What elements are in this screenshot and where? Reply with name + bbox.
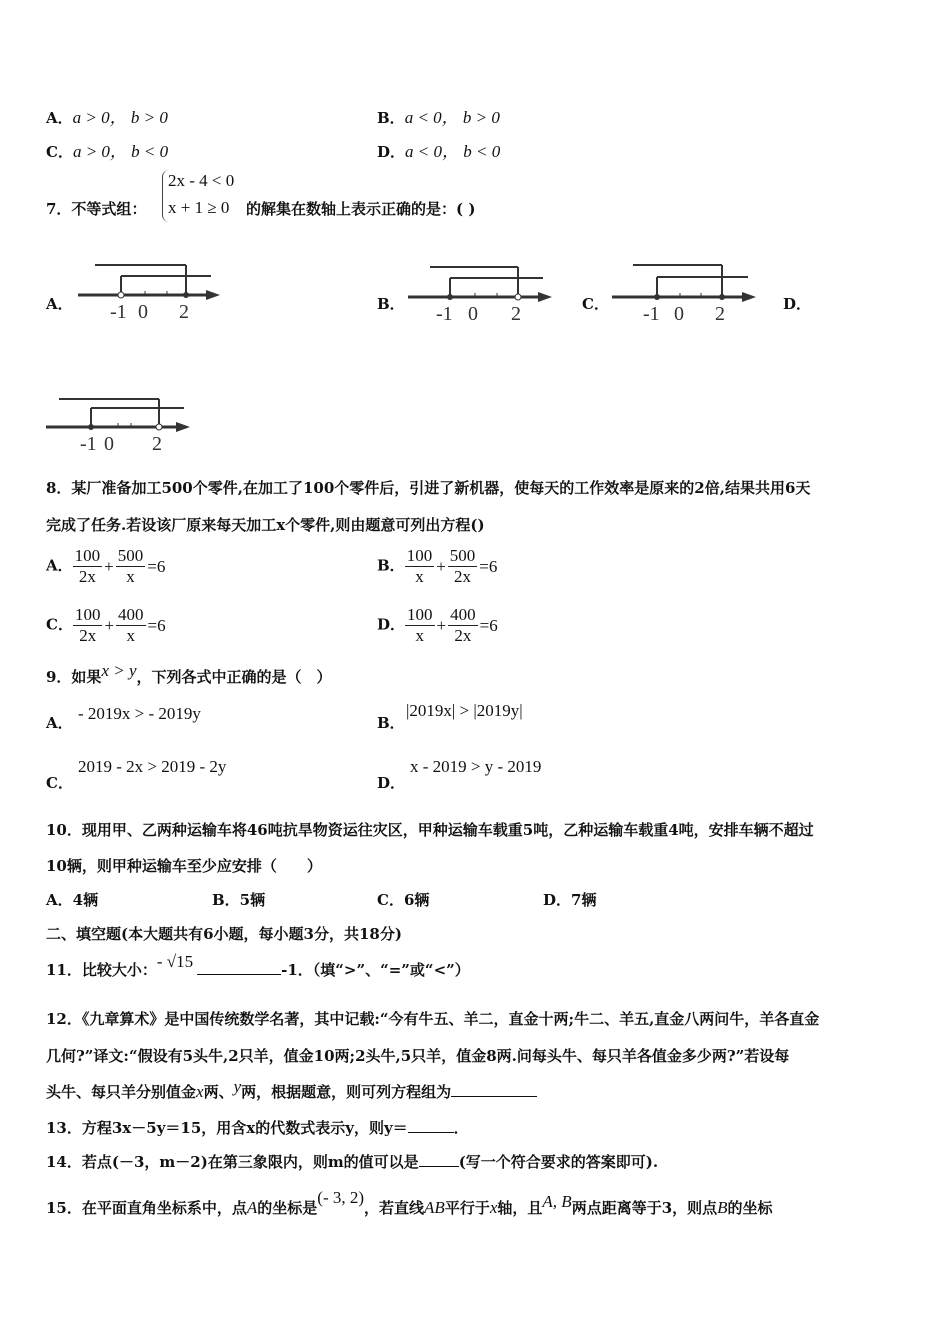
tick-label: 0 [104,433,114,454]
text: 两，根据题意，则可列方程组为 [241,1083,452,1101]
text: 13．方程3x－5y＝15，用含x的代数式表示y，则y＝ [46,1119,408,1137]
q6-option-a [46,103,168,128]
q9-option-d-label: D． [377,774,406,792]
text: 的坐标 [727,1199,773,1217]
text: 轴，且 [497,1199,543,1217]
fraction [405,605,435,646]
answer-blank[interactable] [451,1082,537,1097]
q9-suffix: ，下列各式中正确的是（ ） [136,668,332,686]
q11-prefix: 11．比较大小： [46,961,157,979]
q7-option-b-label: B． [377,295,405,313]
tick-label: -1 [80,433,97,454]
answer-blank[interactable] [419,1152,459,1167]
text: 头牛、每只羊分别值金 [46,1083,197,1101]
text: 平行于 [444,1199,490,1217]
q10-option-c: C．6辆 [377,891,430,909]
section-2-heading: 二、填空题(本大题共有6小题，每小题3分，共18分) [46,925,402,943]
numerator: 100 [407,605,433,624]
q7-prefix: 7．不等式组： [46,200,147,218]
denominator: 2x [79,626,97,645]
answer-blank[interactable] [197,960,281,975]
option-text: a < 0， b > 0 [404,108,500,127]
text: 两、 [203,1083,234,1101]
tick-label: -1 [643,303,660,324]
denominator: 2x [78,567,96,586]
text: (写一个符合要求的答案即可). [458,1153,659,1171]
option-text: a < 0， b < 0 [405,142,501,161]
q9-option-a-expr: - 2019x > - 2019y [78,704,201,723]
numerator: 400 [450,605,476,624]
q11-expr: - √15 [156,952,194,971]
option-label: B． [377,556,405,575]
rhs: =6 [147,556,166,576]
q12-line-2: 几何?”译文:“假设有5头牛,2只羊，值金10两;2头牛,5只羊，值金8两.问每头牛、每只羊各值金多少两?”若设每 [46,1047,790,1065]
denominator: x [415,626,425,645]
tick-label: 0 [468,303,478,324]
q9-option-b-expr: |2019x| > |2019y| [406,701,523,720]
tick-label: 0 [674,303,684,324]
var-a-b: A, B [542,1192,572,1211]
q13 [46,1117,469,1138]
var-ab: AB [424,1198,445,1217]
q12-line-1: 12．《九章算术》是中国传统数学名著，其中记载:“今有牛五、羊二，直金十两;牛二、羊五,直金八两问牛，羊各直金 [46,1010,820,1028]
numerator: 100 [74,546,101,565]
option-text: a > 0， b > 0 [72,108,168,127]
q9-option-b-label: B． [377,714,405,732]
q7-inequality-1: 2x - 4 < 0 [168,171,235,190]
q10-line-2: 10辆，则甲种运输车至少应安排（ ） [46,857,322,875]
fraction [73,546,103,587]
fraction [448,546,478,587]
fraction [116,605,146,646]
q9-question [46,661,332,687]
q8-line-2: 完成了任务.若设该厂原来每天加工x个零件,则由题意可列出方程() [46,516,485,534]
number-line-a [78,262,228,322]
rhs: =6 [147,615,166,635]
option-label: B． [377,109,405,127]
q6-option-c [46,137,168,162]
q6-option-d [377,137,500,162]
option-label: D． [377,615,406,634]
q12-line-3 [46,1077,537,1102]
numerator: 400 [118,605,144,624]
answer-blank[interactable] [408,1118,454,1133]
fraction [73,605,103,646]
q11-suffix: -1．（填“>”、“=”或“<”） [281,961,470,979]
q10-option-d: D．7辆 [543,891,597,909]
q8-option-b: B． $\frac{100}{x}$ + $\frac{500}{2x}$ =6 [377,546,498,586]
tick-label: 2 [715,303,725,324]
denominator: x [415,567,424,586]
q15 [46,1188,773,1218]
tick-label: -1 [110,301,127,322]
q8-option-a: A． $\frac{100}{2x}$ + $\frac{500}{x}$ =6 [46,546,166,586]
text: 的坐标是 [257,1199,318,1217]
q10-option-b: B．5辆 [212,891,266,909]
var-y: y [233,1077,242,1096]
q11 [46,952,470,980]
var-a: A [246,1198,258,1217]
q14 [46,1151,658,1172]
var-b: B [717,1198,728,1217]
tick-label: 2 [511,303,521,324]
text: ，若直线 [364,1199,425,1217]
fraction [448,605,478,646]
text: 15．在平面直角坐标系中，点 [46,1199,247,1217]
rhs: =6 [479,556,498,576]
option-label: C． [46,615,73,634]
number-line-b [408,264,558,324]
numerator: 500 [117,546,144,565]
denominator: x [126,626,136,645]
q6-option-b [377,103,500,128]
q9-option-c-expr: 2019 - 2x > 2019 - 2y [78,757,227,776]
option-text: a > 0， b < 0 [72,142,169,161]
q7-option-c-label: C． [582,295,609,313]
coordinate: (- 3, 2) [317,1188,365,1207]
q9-condition: x > y [101,661,137,680]
text: ． [453,1119,469,1137]
numerator: 500 [449,546,476,565]
q8-option-d: D． $\frac{100}{x}$ + $\frac{400}{2x}$ =6 [377,605,498,645]
option-label: A． [46,109,73,127]
q9-option-a-label: A． [46,714,73,732]
q10-option-a: A．4辆 [46,891,99,909]
option-label: A． [46,556,73,575]
q9-option-d-expr: x - 2019 > y - 2019 [410,757,542,776]
q8-option-c: C． $\frac{100}{2x}$ + $\frac{400}{x}$ =6 [46,605,166,645]
numerator: 100 [406,546,433,565]
denominator: 2x [454,567,472,586]
denominator: x [126,567,135,586]
denominator: 2x [454,626,472,645]
q10-line-1: 10．现用甲、乙两种运输车将46吨抗旱物资运往灾区，甲种运输车载重5吨，乙种运输车载重4吨，安排车辆不超过 [46,821,814,839]
q7-option-d-label: D． [783,295,812,313]
q9-option-c-label: C． [46,774,73,792]
tick-label: -1 [436,303,453,324]
q9-prefix: 9．如果 [46,668,102,686]
q7-suffix: 的解集在数轴上表示正确的是：( ) [246,200,476,218]
var-x: x [196,1082,204,1101]
number-line-d [46,396,196,454]
tick-label: 0 [138,301,148,322]
tick-label: 2 [152,433,162,454]
fraction [116,546,146,587]
var-x: x [489,1198,498,1217]
option-label: C． [46,143,73,161]
text: 14．若点(－3，m－2)在第三象限内，则m的值可以是 [46,1153,419,1171]
tick-label: 2 [179,301,189,322]
option-label: D． [377,143,406,161]
number-line-c [612,262,762,324]
q7-option-a-label: A． [46,295,73,313]
numerator: 100 [74,605,101,624]
fraction [405,546,435,587]
q8-line-1: 8．某厂准备加工500个零件,在加工了100个零件后，引进了新机器，使每天的工作效率是原来的2倍,结果共用6天 [46,479,811,497]
text: 两点距离等于3，则点 [571,1199,718,1217]
rhs: =6 [479,615,498,635]
q7-inequality-2: x + 1 ≥ 0 [168,198,230,217]
